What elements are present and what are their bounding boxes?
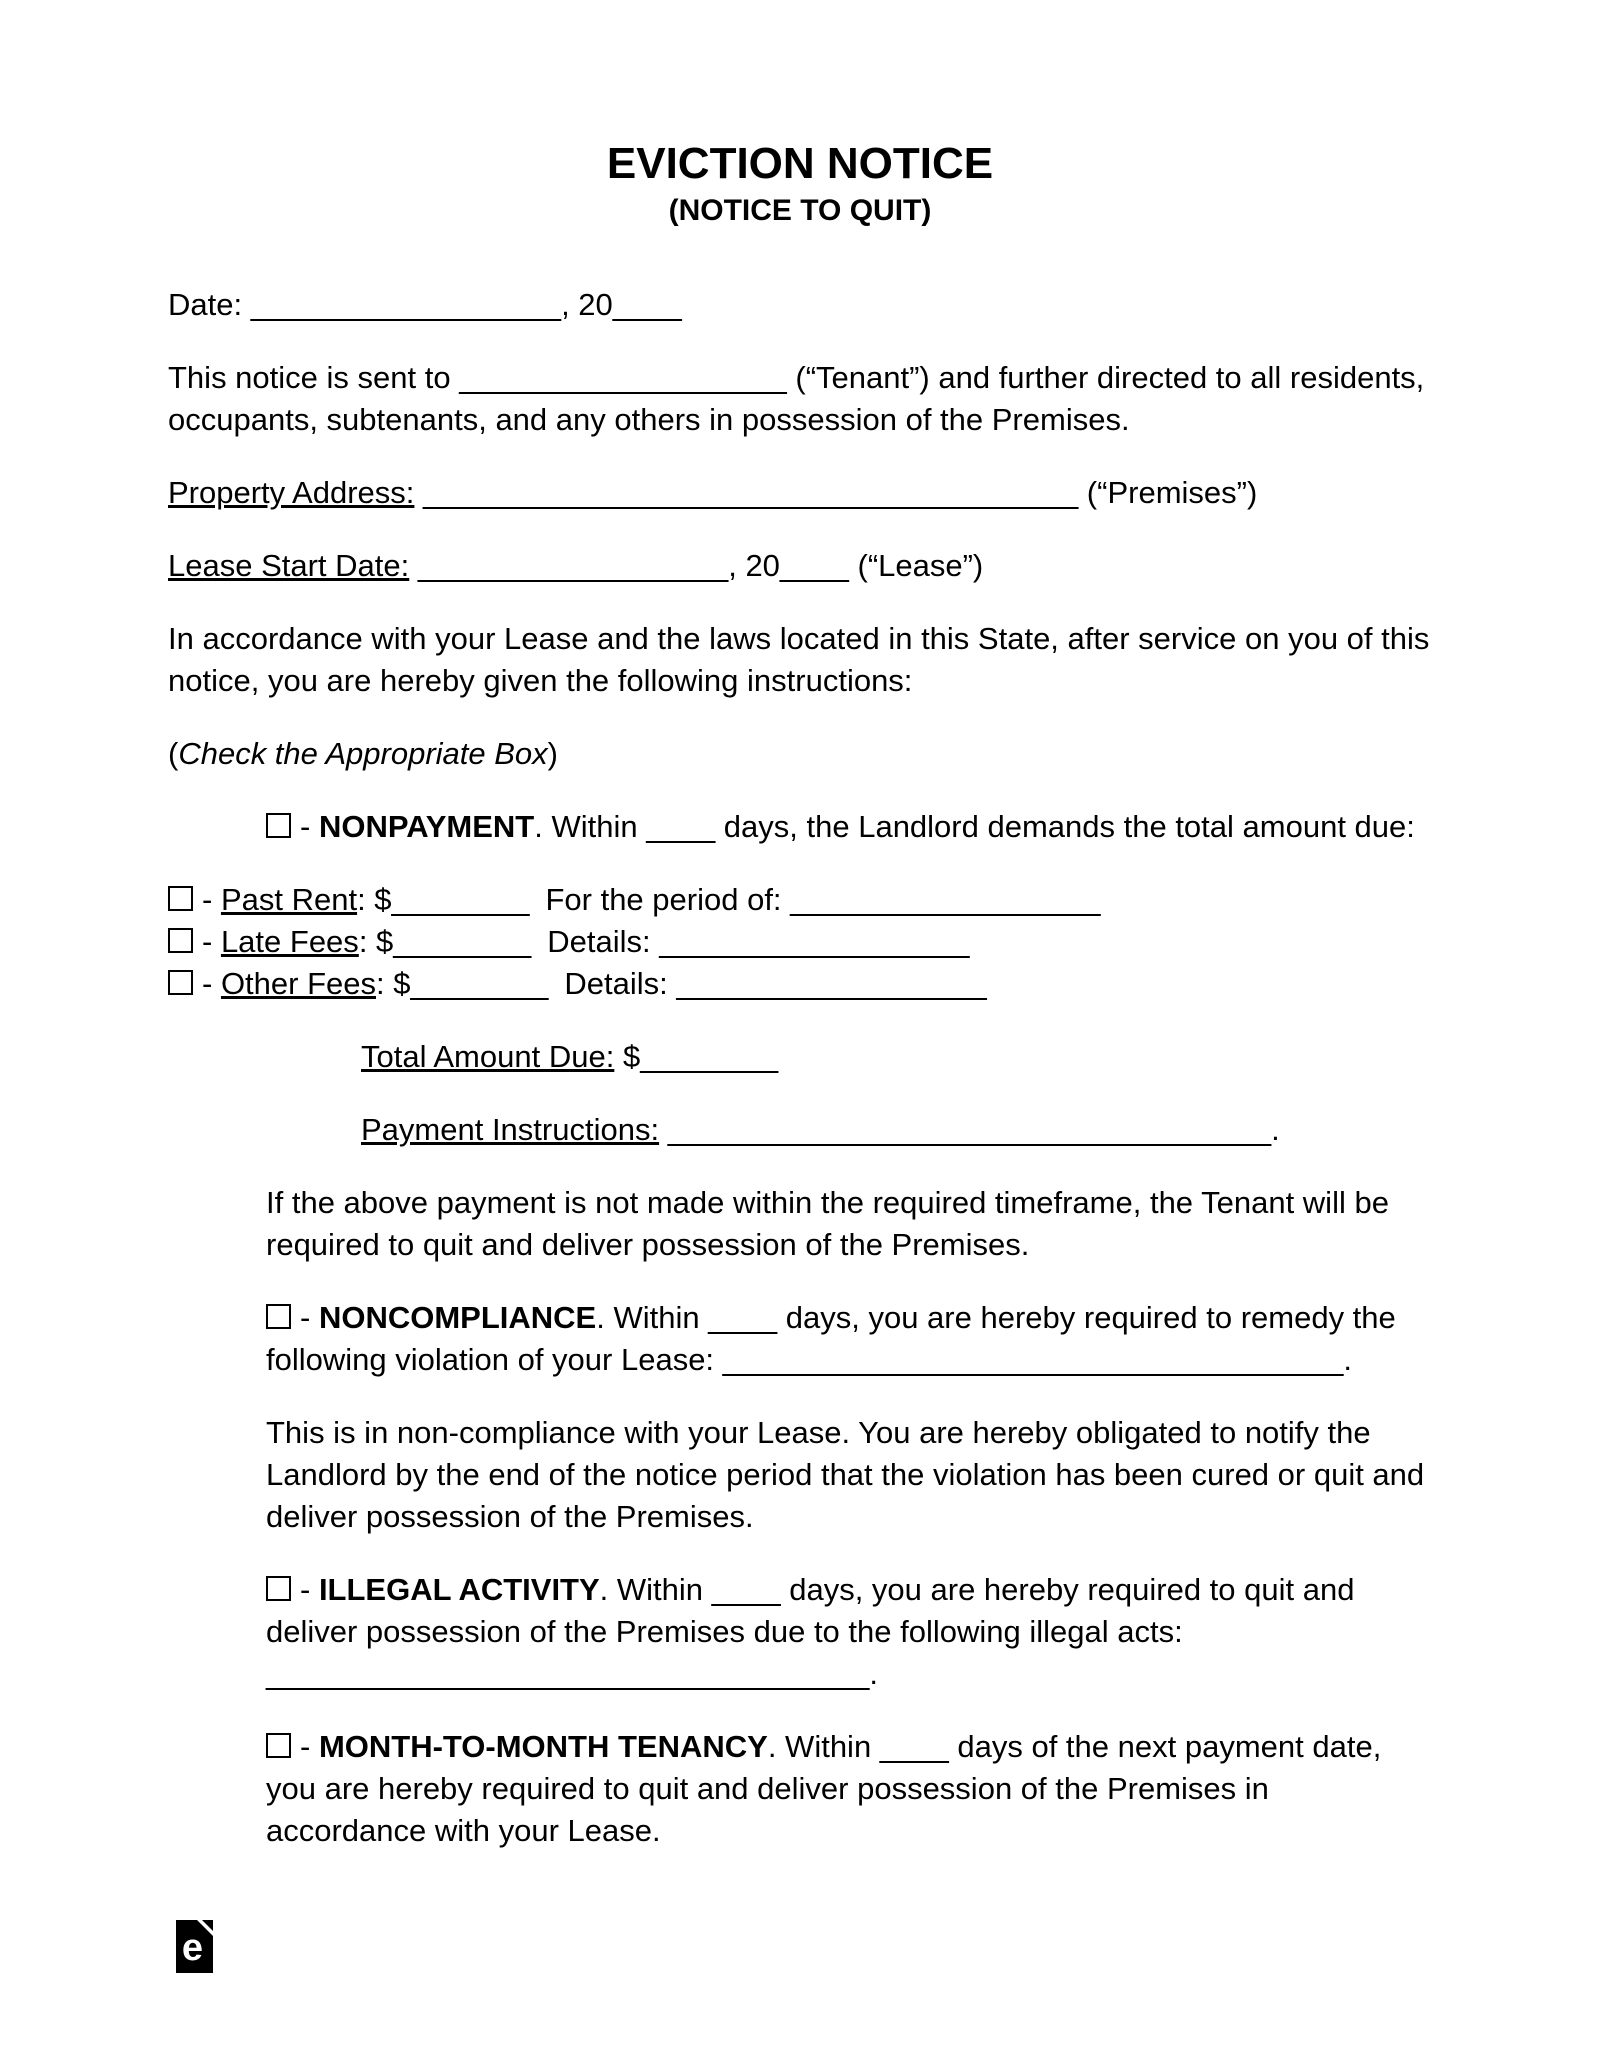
if-above-text: If the above payment is not made within the required timeframe, the Tenant will be required to quit and deliver possession of the Premises.	[266, 1185, 1389, 1262]
late-fees-checkbox-icon[interactable]	[168, 928, 193, 953]
property-address-label: Property Address:	[168, 475, 415, 510]
property-address-blank[interactable]: ______________________________________	[423, 475, 1079, 510]
checkbox-dash: -	[300, 1572, 319, 1607]
intro-paragraph	[168, 357, 1432, 441]
check-box-note	[168, 733, 1432, 775]
check-note-text: Check the Appropriate Box	[178, 736, 548, 771]
page-subtitle: (NOTICE TO QUIT)	[668, 194, 932, 227]
illegal-activity-label: ILLEGAL ACTIVITY	[318, 1572, 600, 1607]
check-note-close: )	[547, 736, 558, 771]
other-fees-checkbox-icon[interactable]	[168, 970, 193, 995]
payment-instructions-label: Payment Instructions:	[361, 1112, 660, 1147]
other-fees-details-blank[interactable]: __________________	[676, 966, 987, 1001]
past-rent-line	[168, 879, 1432, 921]
date-line	[168, 284, 1432, 326]
late-fees-amount-blank[interactable]: $________	[376, 924, 532, 959]
property-space	[414, 475, 423, 510]
other-fees-line	[168, 963, 1432, 1005]
accordance-paragraph	[168, 618, 1432, 702]
payment-instructions-period: .	[1271, 1112, 1280, 1147]
intro-post: (“Tenant”) and further directed to all residents, occupants, subtenants, and any others in possession of the Premises.	[168, 360, 1425, 437]
total-amount-due-label: Total Amount Due:	[361, 1039, 615, 1074]
intro-pre: This notice is sent to	[168, 360, 460, 395]
payment-space	[659, 1112, 668, 1147]
nonpayment-checkbox-icon[interactable]	[266, 813, 291, 838]
accordance-text: In accordance with your Lease and the laws located in this State, after service on you of this notice, you are hereby given the following instructions:	[168, 621, 1430, 698]
illegal-activity-checkbox-icon[interactable]	[266, 1576, 291, 1601]
premises-suffix: (“Premises”)	[1078, 475, 1258, 510]
nonpayment-text: . Within ____ days, the Landlord demands the total amount due:	[534, 809, 1415, 844]
other-fees-colon: :	[376, 966, 394, 1001]
past-rent-period-label: For the period of:	[545, 882, 791, 917]
date-year-suffix: , 20____	[561, 287, 682, 322]
lease-start-line	[168, 545, 1432, 587]
past-rent-colon: :	[357, 882, 375, 917]
illegal-activity-text: . Within ____ days, you are hereby required to quit and deliver possession of the Premises due to the following illegal acts: ___________________________________.	[266, 1572, 1355, 1691]
illegal-activity-item	[266, 1569, 1432, 1695]
other-fees-amount-blank[interactable]: $________	[393, 966, 549, 1001]
total-amount-due-line	[361, 1036, 1432, 1078]
nonpayment-sub-list	[168, 879, 1432, 1005]
noncompliance-label: NONCOMPLIANCE	[318, 1300, 597, 1335]
late-fees-label: Late Fees	[220, 924, 359, 959]
late-fees-line	[168, 921, 1432, 963]
payment-instructions-blank[interactable]: ___________________________________	[667, 1112, 1272, 1147]
lease-start-label: Lease Start Date:	[168, 548, 410, 583]
late-fees-colon: :	[358, 924, 377, 959]
date-blank[interactable]: __________________	[250, 287, 562, 322]
month-to-month-item	[266, 1726, 1432, 1852]
date-label: Date:	[168, 287, 251, 322]
if-above-paragraph	[266, 1182, 1432, 1266]
checkbox-dash: -	[202, 966, 221, 1001]
past-rent-label: Past Rent	[220, 882, 358, 917]
past-rent-amount-blank[interactable]: $________	[374, 882, 530, 917]
lease-suffix: , 20____ (“Lease”)	[728, 548, 984, 583]
past-rent-checkbox-icon[interactable]	[168, 886, 193, 911]
nonpayment-label: NONPAYMENT	[318, 809, 535, 844]
late-fees-details-blank[interactable]: __________________	[659, 924, 970, 959]
noncompliance-text: . Within ____ days, you are hereby required to remedy the following violation of your Lease: ____________________________________.	[266, 1300, 1396, 1377]
total-space	[614, 1039, 623, 1074]
month-to-month-checkbox-icon[interactable]	[266, 1733, 291, 1758]
noncompliance-paragraph-text: This is in non-compliance with your Lease. You are hereby obligated to notify the Landlord by the end of the notice period that the violation has been cured or quit and deliver possession of the Premises.	[266, 1415, 1425, 1534]
checkbox-dash: -	[202, 882, 221, 917]
checkbox-dash: -	[202, 924, 221, 959]
tenant-name-blank[interactable]: ___________________	[459, 360, 787, 395]
property-address-line	[168, 472, 1432, 514]
month-to-month-label: MONTH-TO-MONTH TENANCY	[318, 1729, 768, 1764]
other-fees-details-label: Details:	[564, 966, 677, 1001]
eforms-document-logo-icon	[176, 1920, 213, 1973]
late-fees-details-label: Details:	[547, 924, 660, 959]
noncompliance-checkbox-icon[interactable]	[266, 1304, 291, 1329]
past-rent-period-blank[interactable]: __________________	[790, 882, 1101, 917]
eforms-letter: e	[181, 1927, 204, 1969]
page-title: EVICTION NOTICE	[606, 139, 994, 188]
noncompliance-paragraph	[266, 1412, 1432, 1538]
nonpayment-item	[266, 806, 1432, 848]
check-note-open: (	[168, 736, 179, 771]
noncompliance-item	[266, 1297, 1432, 1381]
lease-date-blank[interactable]: __________________	[417, 548, 729, 583]
month-to-month-text: . Within ____ days of the next payment date, you are hereby required to quit and deliver possession of the Premises in accordance with your Lease.	[266, 1729, 1382, 1848]
checkbox-dash: -	[300, 1729, 319, 1764]
lease-space	[409, 548, 418, 583]
payment-instructions-line	[361, 1109, 1432, 1151]
total-amount-blank[interactable]: $________	[622, 1039, 779, 1074]
other-fees-label: Other Fees	[220, 966, 376, 1001]
checkbox-dash: -	[300, 809, 319, 844]
checkbox-dash: -	[300, 1300, 319, 1335]
